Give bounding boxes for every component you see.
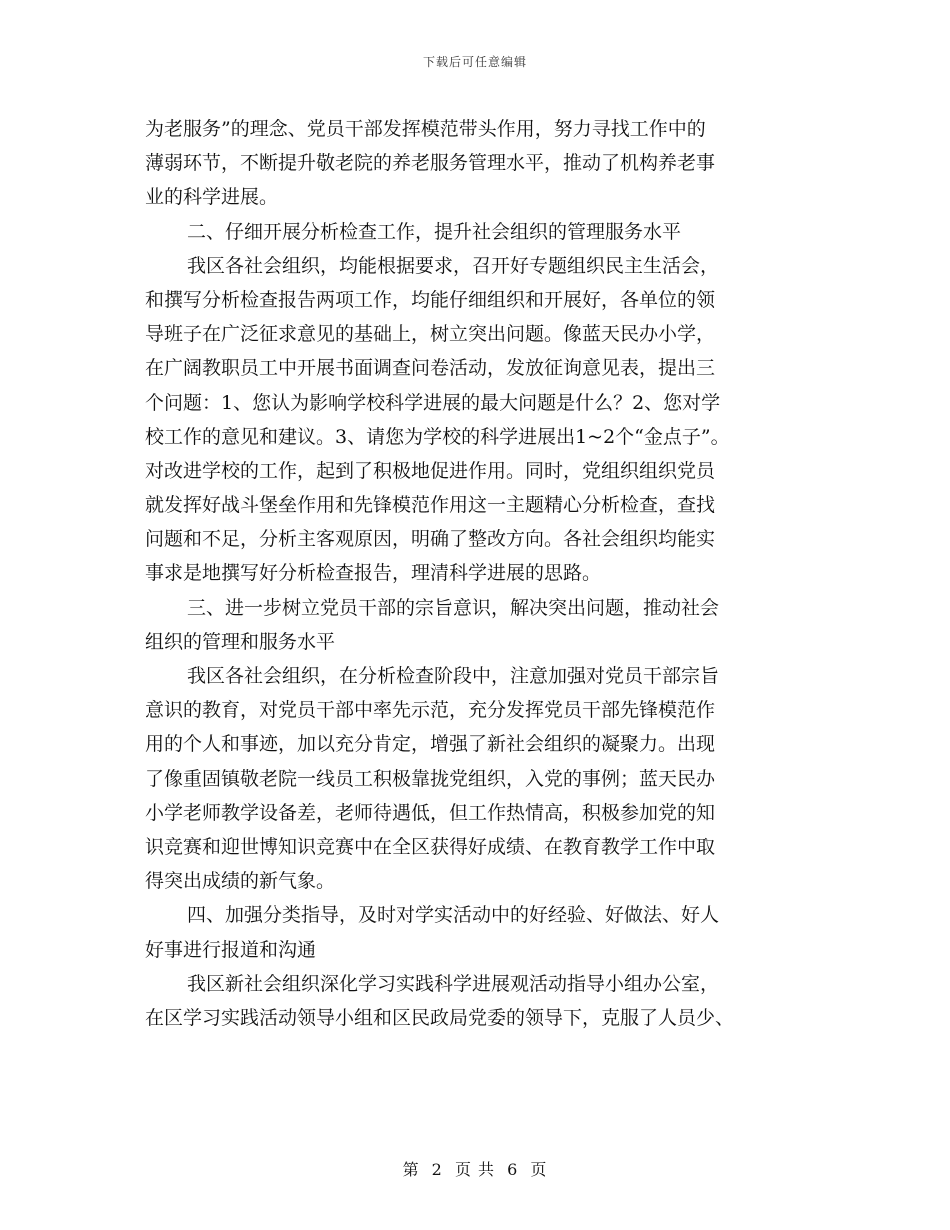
section-heading-4: 四、加强分类指导，及时对学实活动中的好经验、好做法、好人 xyxy=(187,904,720,927)
text-line: 在广阔教职员工中开展书面调查问卷活动，发放征询意见表，提出三 xyxy=(145,357,716,380)
page-footer xyxy=(0,1157,950,1180)
paragraph-start: 我区各社会组织，在分析检查阶段中，注意加强对党员干部宗旨 xyxy=(187,665,720,687)
text-line: 意识的教育，对党员干部中率先示范，充分发挥党员干部先锋模范作 xyxy=(145,699,716,722)
footer-suffix: 页 xyxy=(530,1160,548,1179)
text-line: 识竞赛和迎世博知识竞赛中在全区获得好成绩、在教育教学工作中取 xyxy=(145,835,716,858)
paragraph-start: 我区各社会组织，均能根据要求，召开好专题组织民主生活会， xyxy=(187,254,720,277)
text-line: 问题和不足，分析主客观原因，明确了整改方向。各社会组织均能实 xyxy=(145,528,716,551)
section-heading-4-cont: 好事进行报道和沟通 xyxy=(145,938,317,961)
text-line: 薄弱环节，不断提升敬老院的养老服务管理水平，推动了机构养老事 xyxy=(145,152,716,175)
text-line: 个问题：1、您认为影响学校科学进展的最大问题是什么？2、您对学 xyxy=(145,391,721,414)
paragraph-start: 我区新社会组织深化学习实践科学进展观活动指导小组办公室， xyxy=(187,972,720,995)
footer-total-pages: 6 xyxy=(507,1160,519,1179)
section-heading-3: 三、进一步树立党员干部的宗旨意识，解决突出问题，推动社会 xyxy=(187,596,720,619)
document-body xyxy=(145,112,805,1035)
text-line: 了像重固镇敬老院一线员工积极靠拢党组织，入党的事例；蓝天民办 xyxy=(145,767,716,790)
text-line: 在区学习实践活动领导小组和区民政局党委的领导下，克服了人员少、 xyxy=(145,1006,735,1029)
text-line: 事求是地撰写好分析检查报告，理清科学进展的思路。 xyxy=(145,562,602,585)
text-line: 和撰写分析检查报告两项工作，均能仔细组织和开展好，各单位的领 xyxy=(145,288,716,311)
text-line: 用的个人和事迹，加以充分肯定，增强了新社会组织的凝聚力。出现 xyxy=(145,733,716,756)
section-heading-2: 二、仔细开展分析检查工作，提升社会组织的管理服务水平 xyxy=(187,220,682,243)
text-line: 小学老师教学设备差，老师待遇低，但工作热情高，积极参加党的知 xyxy=(145,801,716,824)
text-line: 就发挥好战斗堡垒作用和先锋模范作用这一主题精心分析检查，查找 xyxy=(145,494,716,517)
text-line: 业的科学进展。 xyxy=(145,186,279,209)
footer-prefix: 第 xyxy=(402,1160,420,1179)
page-header: 下载后可任意编辑 xyxy=(422,55,527,69)
footer-middle: 页 共 xyxy=(454,1160,496,1179)
text-line: 对改进学校的工作，起到了积极地促进作用。同时，党组织组织党员 xyxy=(145,459,716,482)
section-heading-3-cont: 组织的管理和服务水平 xyxy=(145,630,336,653)
text-line: 校工作的意见和建议。3、请您为学校的科学进展出1~2个“金点子”。 xyxy=(145,425,730,448)
text-line: 得突出成绩的新气象。 xyxy=(145,870,336,893)
text-line: 为老服务”的理念、党员干部发挥模范带头作用，努力寻找工作中的 xyxy=(145,118,706,140)
footer-page-number: 2 xyxy=(431,1160,443,1179)
text-line: 导班子在广泛征求意见的基础上，树立突出问题。像蓝天民办小学， xyxy=(145,323,716,346)
